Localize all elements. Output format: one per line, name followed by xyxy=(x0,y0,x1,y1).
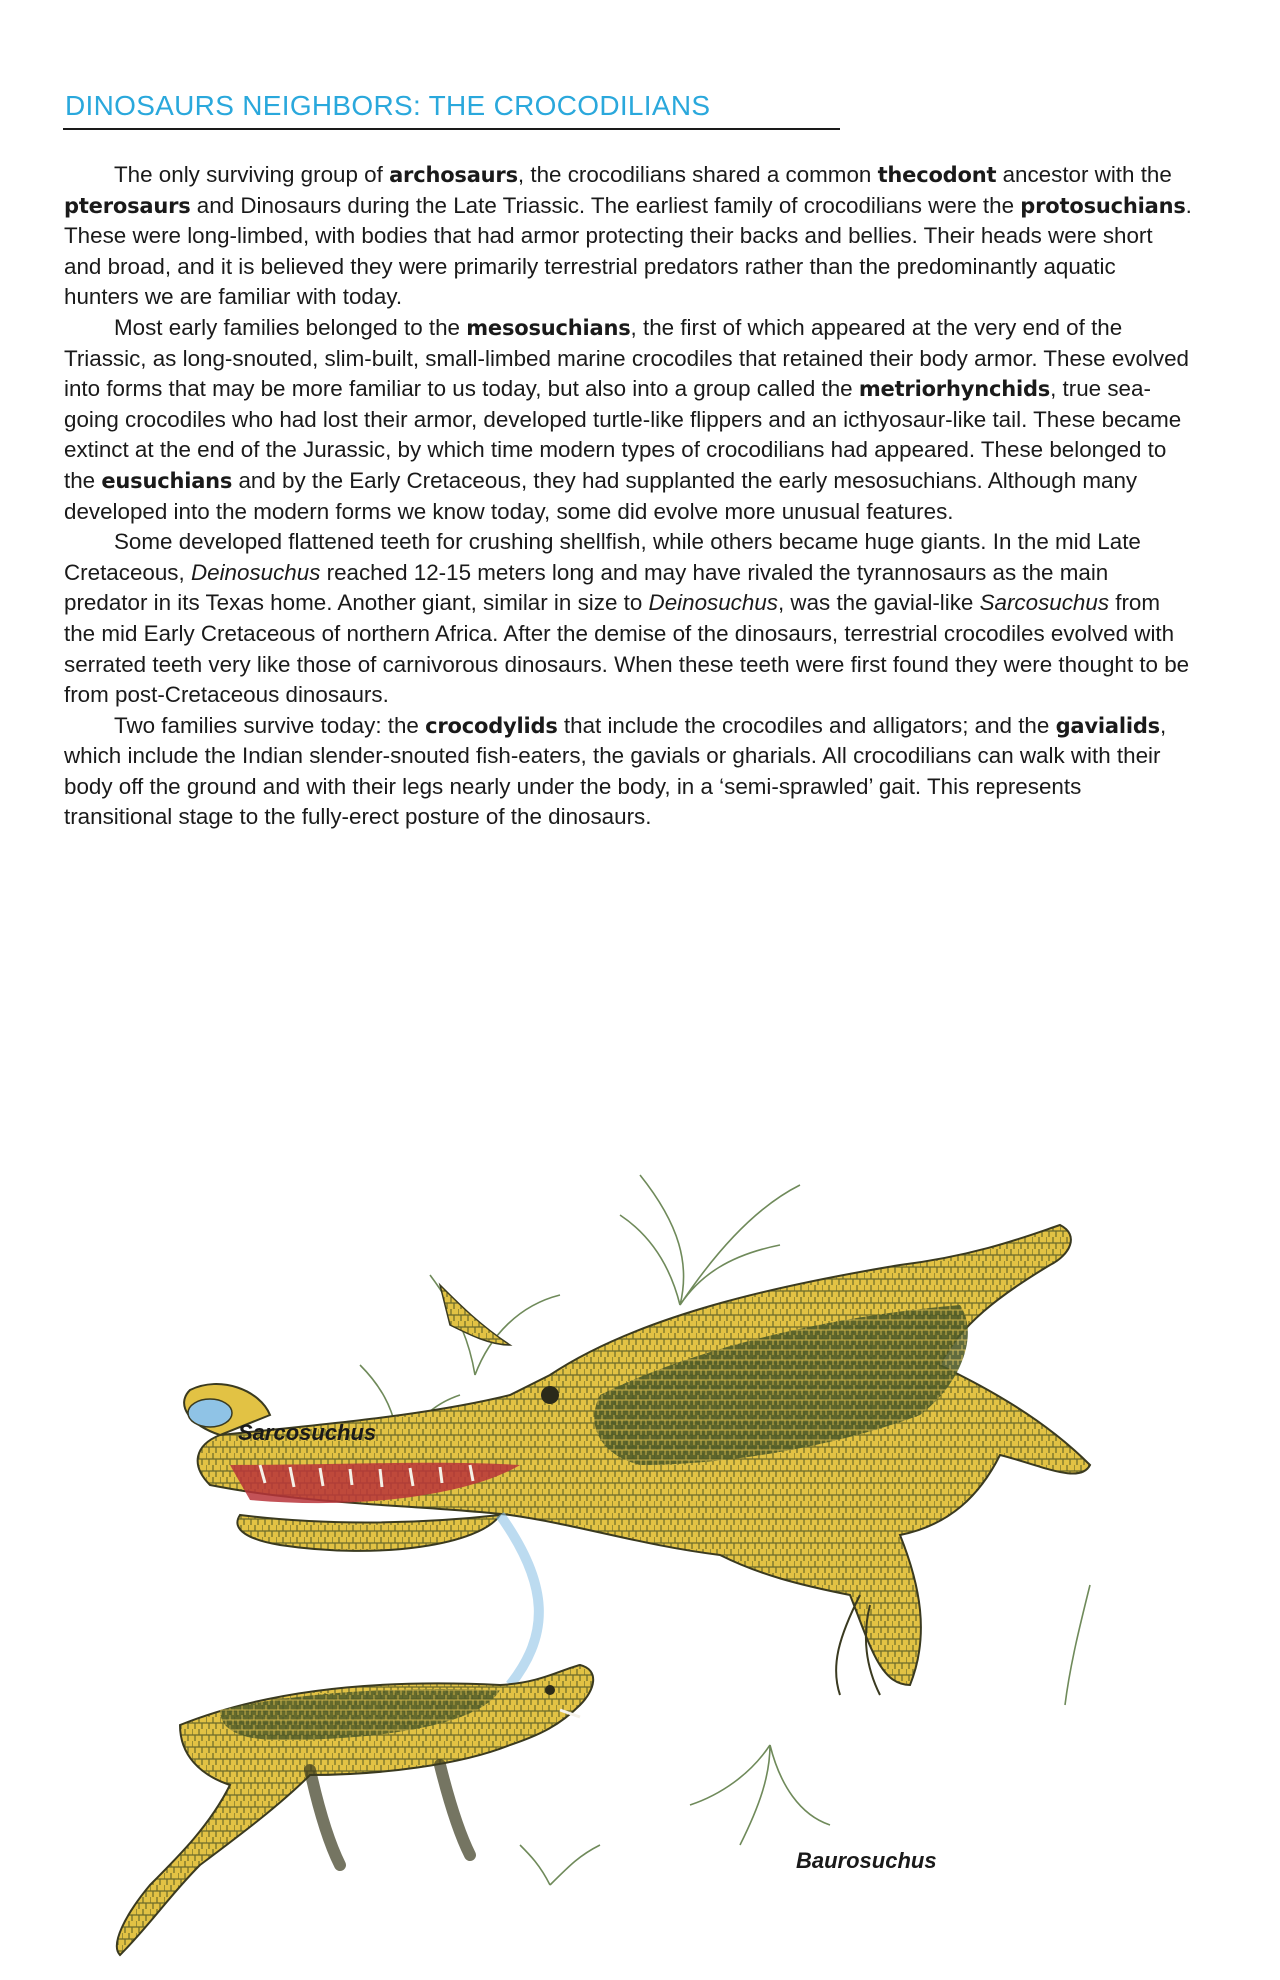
term-mesosuchians: mesosuchians xyxy=(466,315,631,340)
term-archosaurs: archosaurs xyxy=(389,163,518,187)
article-body xyxy=(64,160,1194,833)
paragraph-2: Most early families belonged to the mesosuchians, the first of which appeared at the very end of the Triassic, as long-snouted, slim-built, small-limbed marine crocodiles that retained their body armor. These evolved into forms that may be more familiar to us today, but also into a group called the metriorhynchids, true sea-going crocodiles who had lost their armor, developed turtle-like flippers and an icthyosaur-like tail. These became extinct at the end of the Jurassic, by which time modern types of crocodilians had appeared. These belonged to the eusuchians and by the Early Cretaceous, they had supplanted the early mesosuchians. Although many developed into the modern forms we know today, some did evolve more unusual features. xyxy=(64,314,1189,524)
caption-baurosuchus: Baurosuchus xyxy=(796,1848,937,1873)
term-crocodylids: crocodylids xyxy=(425,713,558,738)
term-pterosaurs: pterosaurs xyxy=(64,193,191,218)
taxon-sarcosuchus: Sarcosuchus xyxy=(979,590,1110,616)
baurosuchus-figure xyxy=(117,1665,593,1955)
title-underline xyxy=(63,128,840,130)
paragraph-1: The only surviving group of archosaurs, the crocodilians shared a common thecodont ancestor with the pterosaurs and Dinosaurs during the Late Triassic. The earliest family of crocodilians were the protosuchians. These were long-limbed, with bodies that had armor protecting their backs and bellies. Their heads were short and broad, and it is believed they were primarily terrestrial predators rather than the predominantly aquatic hunters we are familiar with today. xyxy=(64,162,1192,310)
paragraph-4: Two families survive today: the crocodylids that include the crocodiles and alligators; and the gavialids, which include the Indian slender-snouted fish-eaters, the gavials or gharials. All crocodilians can walk with their body off the ground and with their legs nearly under the body, in a ‘semi-sprawled’ gait. This represents transitional stage to the fully-erect posture of the dinosaurs. xyxy=(64,712,1167,830)
term-metriorhynchids: metriorhynchids xyxy=(858,377,1051,402)
taxon-deinosuchus: Deinosuchus xyxy=(648,590,778,616)
term-gavialids: gavialids xyxy=(1055,713,1160,738)
term-protosuchians: protosuchians xyxy=(1020,193,1186,218)
caption-sarcosuchus: Sarcosuchus xyxy=(238,1420,377,1445)
sarcosuchus-figure xyxy=(184,1225,1090,1695)
page-title: DINOSAURS NEIGHBORS: THE CROCODILIANS xyxy=(65,90,711,121)
crocodilians-illustration xyxy=(80,1165,1260,1965)
term-eusuchians: eusuchians xyxy=(101,468,233,493)
paragraph-3: Some developed flattened teeth for crushing shellfish, while others became huge giants. In the mid Late Cretaceous, Deinosuchus reached 12-15 meters long and may have rivaled the tyrannosaurs as the main predator in its Texas home. Another giant, similar in size to Deinosuchus, was the gavial-like Sarcosuchus from the mid Early Cretaceous of northern Africa. After the demise of the dinosaurs, terrestrial crocodiles evolved with serrated teeth very like those of carnivorous dinosaurs. When these teeth were first found they were thought to be from post-Cretaceous dinosaurs. xyxy=(64,529,1190,708)
term-thecodont: thecodont xyxy=(877,163,997,187)
taxon-deinosuchus: Deinosuchus xyxy=(190,559,321,585)
